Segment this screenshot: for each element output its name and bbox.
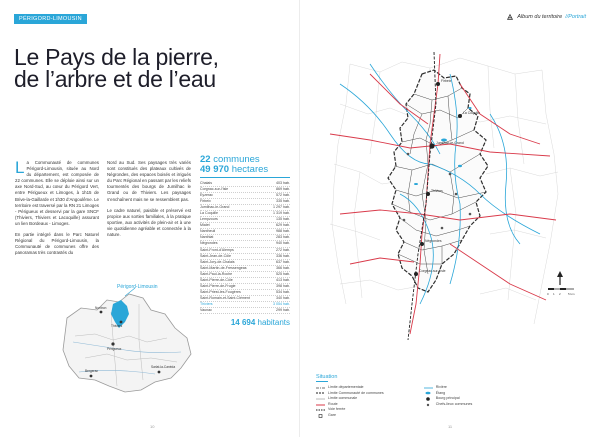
town-marker (120, 321, 123, 324)
svg-text:2: 2 (559, 292, 561, 296)
commune-name: Saint-Martin-de-Fressengeas (200, 265, 247, 270)
commune-population: 988 hab. (276, 229, 290, 234)
commune-name: Nanthiat (200, 235, 214, 240)
right-page (300, 0, 600, 437)
commune-name: Jumilhac-le-Grand (200, 205, 230, 210)
commune-population: 629 hab. (276, 223, 290, 228)
legend-label: Voie ferrée (328, 407, 346, 412)
commune-population: 525 hab. (276, 271, 290, 276)
rail-legend-icon (316, 408, 325, 412)
area-hectares: 49 970 hectares (200, 164, 269, 175)
commune-population: 403 hab. (276, 181, 290, 185)
svg-text:Jumilhac-le-Grand: Jumilhac-le-Grand (436, 141, 464, 145)
commune-population: 534 hab. (276, 289, 290, 294)
divider (200, 177, 290, 178)
legend-label: Limite départementale (328, 385, 364, 389)
town-label: Bergerac (85, 369, 98, 373)
commune-population: 135 hab. (276, 217, 290, 222)
commune-name: Firbeix (200, 199, 211, 204)
north-arrow-scale (546, 271, 576, 297)
commune-row (200, 308, 290, 314)
commune-name: Saint-Priest-les-Fougères (200, 289, 241, 294)
dot-small-legend-icon (424, 403, 433, 407)
commune-name: Négrondes (200, 241, 218, 246)
commune-population: 940 hab. (276, 241, 290, 246)
divider (316, 381, 328, 382)
total-population: 14 694 habitants (230, 318, 290, 328)
situation-legend (316, 374, 576, 419)
town-label: Périgueux (107, 347, 122, 351)
commune-population: 366 hab. (276, 265, 290, 270)
town-label: Sarlat-la-Canéda (151, 365, 176, 369)
road-legend-icon (316, 403, 325, 407)
commune-population: 398 hab. (276, 283, 290, 288)
commune-population: 572 hab. (276, 193, 290, 198)
section-tag: PÉRIGORD-LIMOUSIN (14, 14, 87, 24)
commune-name: Saint-Pierre-de-Côle (200, 277, 233, 282)
town-marker (111, 342, 114, 345)
town-marker (158, 371, 161, 374)
stats-panel (200, 155, 290, 327)
commune-name: La Coquille (200, 211, 218, 216)
commune-name: Saint-Romain-et-Saint-Clément (200, 295, 250, 300)
commune-name: Saint-Paul-la-Roche (200, 271, 233, 276)
dordogne-location-map (55, 282, 200, 402)
svg-text:Négrondes: Négrondes (425, 239, 442, 243)
svg-text:Firbeix: Firbeix (441, 79, 452, 83)
commune-name: Mialet (200, 223, 210, 228)
legend-column-right (424, 385, 473, 419)
legend-label: Limite Communauté de communes (328, 390, 384, 395)
commune-list (200, 181, 290, 314)
commune-population: 335 hab. (276, 199, 290, 204)
legend-column-left (316, 385, 384, 419)
territory-map (310, 44, 560, 344)
page-number: 10 (150, 424, 155, 429)
commune-name: Vaunac (200, 307, 212, 312)
commune-name: Chalais (200, 181, 212, 185)
header-label: Album du territoire (517, 14, 563, 20)
commune-population: 299 hab. (276, 307, 290, 312)
svg-text:Thiviers: Thiviers (431, 189, 443, 193)
svg-text:0: 0 (547, 292, 549, 296)
header-accent: //Portrait (565, 14, 586, 20)
legend-item (424, 402, 473, 408)
communes-count: 22 communes (200, 154, 260, 165)
commune-population: 1 297 hab. (273, 205, 290, 210)
commune-name: Saint-Pierre-de-Frugie (200, 283, 236, 288)
pond-legend-icon (424, 391, 433, 395)
commune-name: Corgnac-sur-l’Isle (200, 187, 229, 192)
dot-big-legend-icon (424, 397, 433, 401)
legend-label: Bourg principal (435, 396, 460, 401)
commune-population: 3 054 hab. (273, 301, 290, 306)
map-title: Périgord-Limousin (117, 284, 158, 290)
town-label: Nontron (95, 306, 107, 310)
thin-legend-icon (316, 397, 325, 401)
legend-label: Étang (435, 390, 446, 395)
commune-name: Saint-Jory-de-Chalais (200, 259, 235, 264)
page-title-line-1: Le Pays de la pierre, (14, 44, 219, 70)
dropcap: L (15, 158, 25, 177)
legend-item (316, 413, 384, 419)
paragraph: Nord au Sud. Ses paysages très variés sont constitués des plateaux cultivés de Négrondes, des espaces boisés et irrigués du Parc Régional en passant par les reliefs tourmentés des bourgs de Jumilhac le Grand ou de Thiviers. Les paysages s’enchaînent mais ne se ressemblent pas. (107, 160, 191, 202)
commune-population: 336 hab. (276, 253, 290, 258)
svg-text:Corgnac-sur-l’Isle: Corgnac-sur-l’Isle (419, 269, 446, 273)
dash-legend-icon (316, 391, 325, 395)
commune-name: Eyzerac (200, 193, 213, 198)
paragraph: Le cadre naturel, paisible et préservé est propice aux sorties familiales, à la pratique sportive, aux activités de plein-air et à une vie quotidienne agréable et connectée à la nature. (107, 207, 191, 238)
commune-population: 869 hab. (276, 187, 290, 192)
page-title-line-2: de l’arbre et de l’eau (14, 66, 216, 92)
svg-text:1: 1 (553, 292, 555, 296)
svg-text:5 km: 5 km (568, 292, 575, 296)
town-marker (90, 375, 93, 378)
commune-population: 340 hab. (276, 295, 290, 300)
legend-label: Limite communale (328, 396, 358, 401)
town-label: Thiviers (111, 324, 123, 328)
intro-text: a Communauté de communes Périgord-Limousin, située au Nord du département, est composée de 22 communes. Elle se déploie ainsi sur un axe Nord-Sud, au cœur du Périgord Vert, entre Périgueux et Limoges, à 1h15 de Brive-la-Gaillarde et 1h30 d’Angoulême. Le territoire est traversé par la RN 21 Limoges - Périgueux et desservi par la gare SNCF (Thiviers, Thiviers et Lacoquille) assurant un lien Bordeaux - Limoges. (15, 160, 99, 226)
text-column-1 (15, 160, 99, 261)
commune-name: Thiviers (200, 301, 213, 306)
commune-name: Lempzours (200, 217, 218, 222)
commune-population: 283 hab. (276, 235, 290, 240)
commune-name: Nantheuil (200, 229, 216, 234)
album-icon (506, 13, 514, 21)
commune-population: 637 hab. (276, 259, 290, 264)
commune-population: 1 319 hab. (273, 211, 290, 216)
legend-columns (316, 385, 576, 419)
legend-label: Chefs-lieux communes (435, 401, 473, 406)
town-marker (100, 311, 103, 314)
svg-text:La Coquille: La Coquille (463, 111, 480, 115)
legend-title: Situation (316, 374, 338, 380)
intro-paragraph (15, 160, 99, 227)
commune-name: Saint-Front-d’Alemps (200, 247, 234, 252)
station-legend-icon (316, 414, 325, 418)
commune-name: Saint-Jean-de-Côle (200, 253, 231, 258)
page-number: 11 (448, 424, 453, 429)
running-header (506, 13, 586, 21)
river-legend-icon (424, 386, 433, 390)
paragraph: En partie intégré dans le Parc Naturel Régional du Périgord-Limousin, la Communauté de communes offre des panoramas très contrastés du (15, 232, 99, 256)
text-column-2 (107, 160, 191, 243)
legend-label: Route (328, 401, 338, 406)
legend-label: Rivière (435, 385, 447, 389)
dashdot-legend-icon (316, 386, 325, 390)
legend-label: Gare (328, 412, 336, 417)
commune-population: 272 hab. (276, 247, 290, 252)
commune-population: 413 hab. (276, 277, 290, 282)
